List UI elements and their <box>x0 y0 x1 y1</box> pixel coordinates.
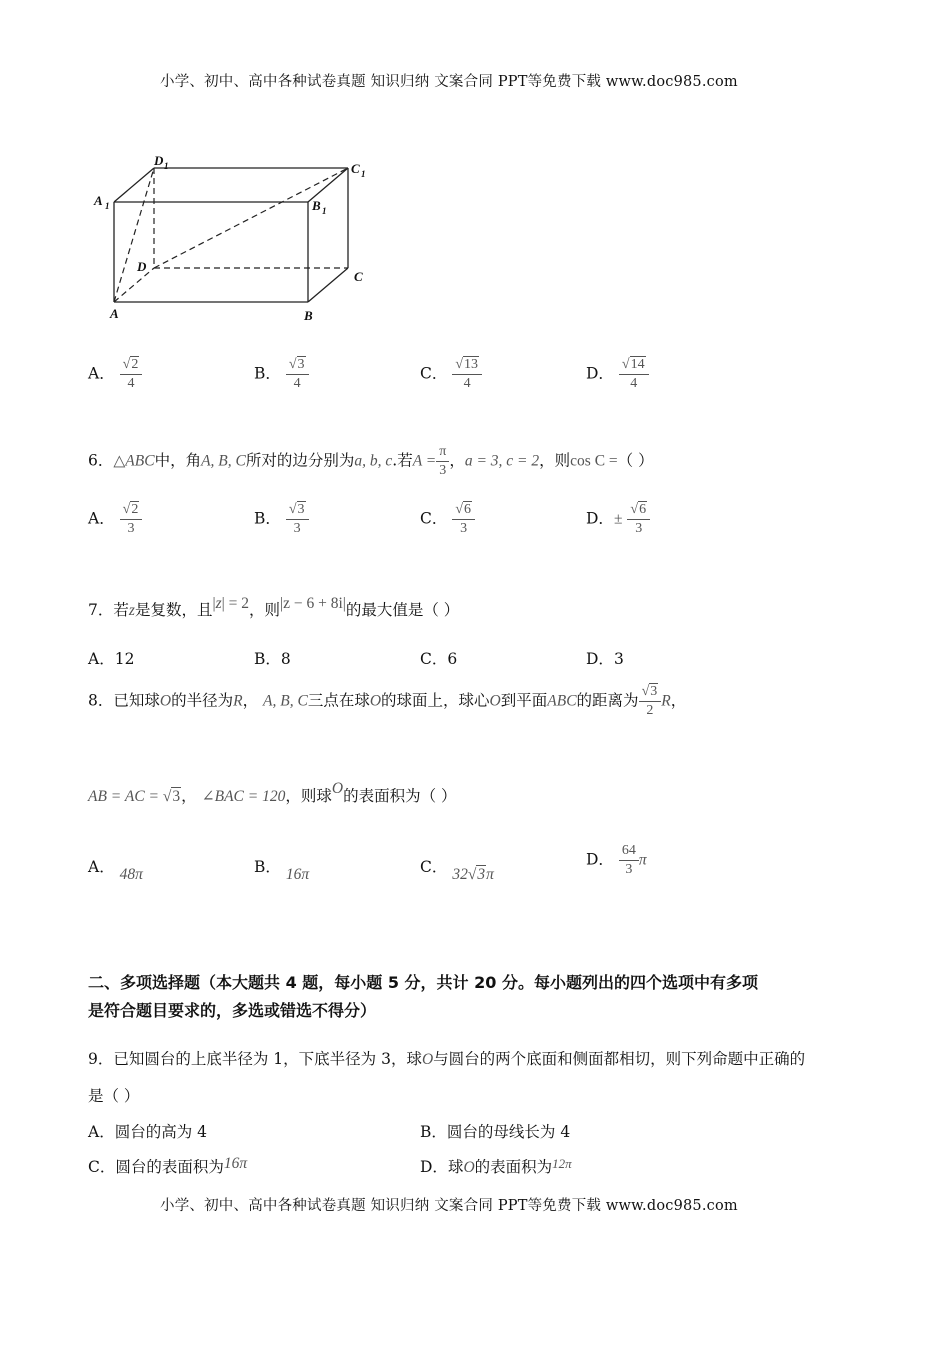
question-9-line1: 9．已知圆台的上底半径为 1，下底半径为 3，球O与圆台的两个底面和侧面都相切，则下列命题中正确的 <box>88 1050 806 1068</box>
label-b1: B <box>312 198 321 213</box>
q6-option-d[interactable]: D．± $\frac{√6}{3}$ <box>586 502 650 537</box>
q9-option-c[interactable]: C．圆台的表面积为16π <box>88 1155 248 1176</box>
q8-option-d[interactable]: D． $\frac{64}{3}$ π <box>586 843 647 878</box>
page-header: 小学、初中、高中各种试卷真题 知识归纳 文案合同 PPT等免费下载 www.doc985.com <box>160 74 738 90</box>
label-a1-sub: 1 <box>105 201 110 211</box>
diagonal-d-c1 <box>154 168 348 268</box>
q5-option-c[interactable]: C． $\frac{√13}{4}$ <box>420 357 482 392</box>
label-b: B <box>304 308 313 323</box>
q8-option-a[interactable]: A． 48π <box>88 858 143 883</box>
question-7: 7．若z是复数，且|z| = 2，则|z − 6 + 8i|的最大值是（ ） <box>88 595 460 619</box>
edge-a-d <box>114 268 154 302</box>
q6-option-a[interactable]: A． $\frac{√2}{3}$ <box>88 502 142 537</box>
question-9-line2: 是（ ） <box>88 1087 140 1105</box>
label-b1-sub: 1 <box>322 206 327 216</box>
q5-option-b[interactable]: B． $\frac{√3}{4}$ <box>254 357 309 392</box>
label-d1-sub: 1 <box>164 161 169 171</box>
section-2-heading: 二、多项选择题（本大题共 4 题，每小题 5 分，共计 20 分。每小题列出的四个选项中有多项 是符合题目要求的，多选或错选不得分） <box>88 973 758 1020</box>
label-d1: D <box>154 153 164 168</box>
q6-option-b[interactable]: B． $\frac{√3}{3}$ <box>254 502 309 537</box>
q6-option-c[interactable]: C． $\frac{√6}{3}$ <box>420 502 475 537</box>
q7-option-c[interactable]: C．6 <box>420 650 458 668</box>
question-8-line1: 8．已知球O的半径为R， A, B, C三点在球O的球面上，球心O到平面ABC的距离为 $\frac{√3}{2}$ R， <box>88 684 687 719</box>
q9-option-b[interactable]: B．圆台的母线长为 4 <box>420 1123 571 1141</box>
label-c: C <box>354 269 363 284</box>
question-6: 6．△ABC中，角A, B, C所对的边分别为a, b, c.若A = $\frac{\pi}{3}$ ，a = 3, c = 2，则cos C =（ ） <box>88 444 654 479</box>
q9-option-d[interactable]: D．球O的表面积为$^{12\pi}$ <box>420 1156 572 1176</box>
q5-option-d[interactable]: D． $\frac{√14}{4}$ <box>586 357 649 392</box>
edge-a1-d1 <box>114 168 154 202</box>
edge-b-c <box>308 268 348 302</box>
label-c1: C <box>351 161 360 176</box>
label-a: A <box>110 306 119 321</box>
q7-option-b[interactable]: B．8 <box>254 650 291 668</box>
q7-option-a[interactable]: A．12 <box>88 650 135 668</box>
q5-option-a[interactable]: A． $\frac{√2}{4}$ <box>88 357 142 392</box>
label-c1-sub: 1 <box>361 169 366 179</box>
q8-option-c[interactable]: C． 32√3π <box>420 858 494 883</box>
cuboid-figure <box>90 150 390 330</box>
q9-option-a[interactable]: A．圆台的高为 4 <box>88 1123 207 1141</box>
page-footer: 小学、初中、高中各种试卷真题 知识归纳 文案合同 PPT等免费下载 www.doc985.com <box>160 1198 738 1214</box>
diagonal-a-d1 <box>114 168 154 302</box>
question-8-line2: AB = AC = √3， ∠BAC = 120，则球O的表面积为（ ） <box>88 780 457 805</box>
q7-option-d[interactable]: D．3 <box>586 650 624 668</box>
q8-option-b[interactable]: B． 16π <box>254 858 310 883</box>
label-d: D <box>137 259 147 274</box>
label-a1: A <box>94 193 103 208</box>
